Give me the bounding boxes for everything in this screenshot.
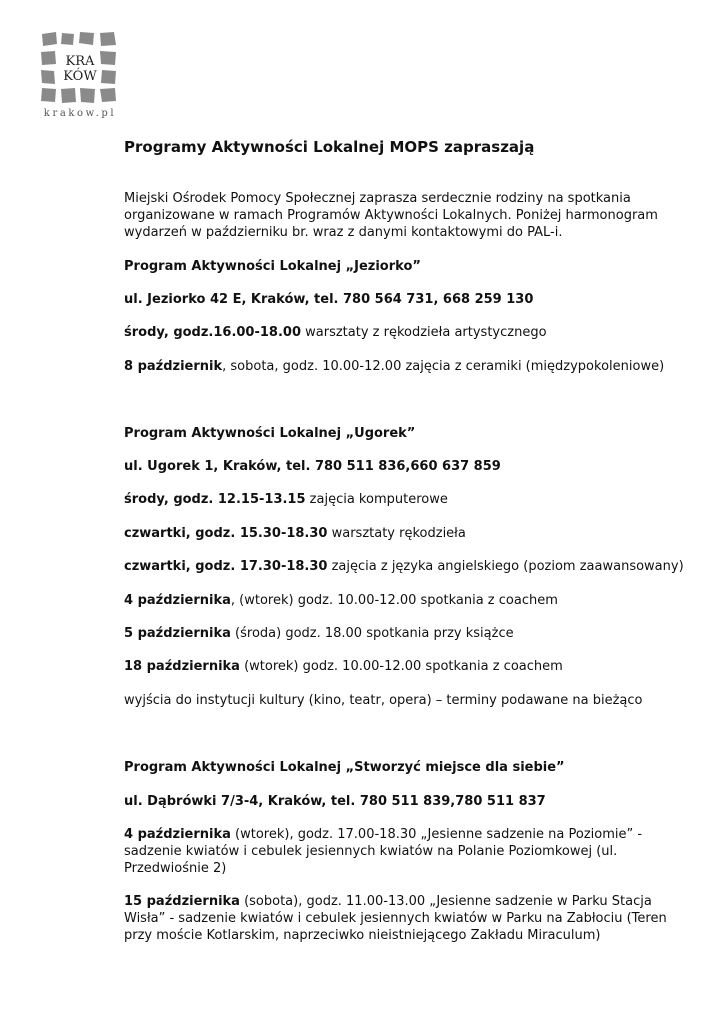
event-date: 15 października	[124, 894, 240, 909]
event-description: zajęcia z języka angielskiego (poziom zaawansowany)	[327, 559, 684, 574]
event-item	[124, 826, 642, 843]
event-date: środy, godz.16.00-18.00	[124, 325, 301, 340]
krakow-logo	[38, 30, 122, 122]
event-description: warsztaty rękodzieła	[327, 526, 466, 541]
event-description: (wtorek), godz. 17.00-18.30 „Jesienne sadzenie na Poziomie” -	[230, 827, 643, 842]
event-item	[124, 893, 652, 910]
event-item	[124, 358, 664, 375]
event-date: 18 października	[124, 659, 240, 674]
intro-line: organizowane w ramach Programów Aktywności Lokalnych. Poniżej harmonogram	[124, 208, 658, 223]
event-continuation: Wisła” - sadzenie kwiatów i cebulek jesiennych kwiatów w Parku na Zabłociu (Teren	[124, 911, 667, 926]
section-heading: Program Aktywności Lokalnej „Stworzyć miejsce dla siebie”	[124, 760, 565, 775]
event-description: (środa) godz. 18.00 spotkania przy książce	[230, 626, 514, 641]
event-description: , (wtorek) godz. 10.00-12.00 spotkania z coachem	[230, 593, 558, 608]
event-description: warsztaty z rękodzieła artystycznego	[301, 325, 547, 340]
event-description: , sobota, godz. 10.00-12.00 zajęcia z ceramiki (międzypokoleniowe)	[222, 359, 665, 374]
event-date: 5 października	[124, 626, 231, 641]
intro-line: Miejski Ośrodek Pomocy Społecznej zaprasza serdecznie rodziny na spotkania	[124, 191, 631, 206]
event-date: środy, godz. 12.15-13.15	[124, 492, 306, 507]
event-description: wyjścia do instytucji kultury (kino, teatr, opera) – terminy podawane na bieżąco	[124, 693, 643, 708]
event-item	[124, 558, 684, 575]
section-address: ul. Ugorek 1, Kraków, tel. 780 511 836,660 637 859	[124, 459, 501, 474]
event-description: (wtorek) godz. 10.00-12.00 spotkania z coachem	[239, 659, 563, 674]
event-continuation: Przedwiośnie 2)	[124, 861, 227, 876]
event-item	[124, 658, 563, 675]
event-item	[124, 525, 466, 542]
event-date: 4 października	[124, 827, 231, 842]
event-date: czwartki, godz. 17.30-18.30	[124, 559, 328, 574]
event-item	[124, 692, 642, 709]
event-item	[124, 324, 547, 341]
logo-word-line1: KRA	[65, 54, 95, 69]
section-address: ul. Dąbrówki 7/3-4, Kraków, tel. 780 511 839,780 511 837	[124, 794, 546, 809]
event-date: 4 października	[124, 593, 231, 608]
event-item	[124, 491, 448, 508]
section-heading: Program Aktywności Lokalnej „Ugorek”	[124, 426, 416, 441]
event-continuation: przy moście Kotlarskim, naprzeciwko nieistniejącego Zakładu Miraculum)	[124, 928, 601, 943]
page-title: Programy Aktywności Lokalnej MOPS zapraszają	[124, 138, 535, 156]
event-item	[124, 592, 558, 609]
logo-caption: krakow.pl	[43, 108, 117, 119]
event-date: czwartki, godz. 15.30-18.30	[124, 526, 328, 541]
logo-word-line2: KÓW	[63, 69, 97, 84]
event-item	[124, 625, 514, 642]
event-continuation: sadzenie kwiatów i cebulek jesiennych kwiatów na Polanie Poziomkowej (ul.	[124, 844, 618, 859]
section-heading: Program Aktywności Lokalnej „Jeziorko”	[124, 259, 421, 274]
event-date: 8 październik	[124, 359, 223, 374]
event-description: (sobota), godz. 11.00-13.00 „Jesienne sadzenie w Parku Stacja	[239, 894, 652, 909]
section-address: ul. Jeziorko 42 E, Kraków, tel. 780 564 731, 668 259 130	[124, 292, 534, 307]
event-description: zajęcia komputerowe	[305, 492, 448, 507]
intro-line: wydarzeń w październiku br. wraz z danymi kontaktowymi do PAL-i.	[124, 225, 563, 240]
